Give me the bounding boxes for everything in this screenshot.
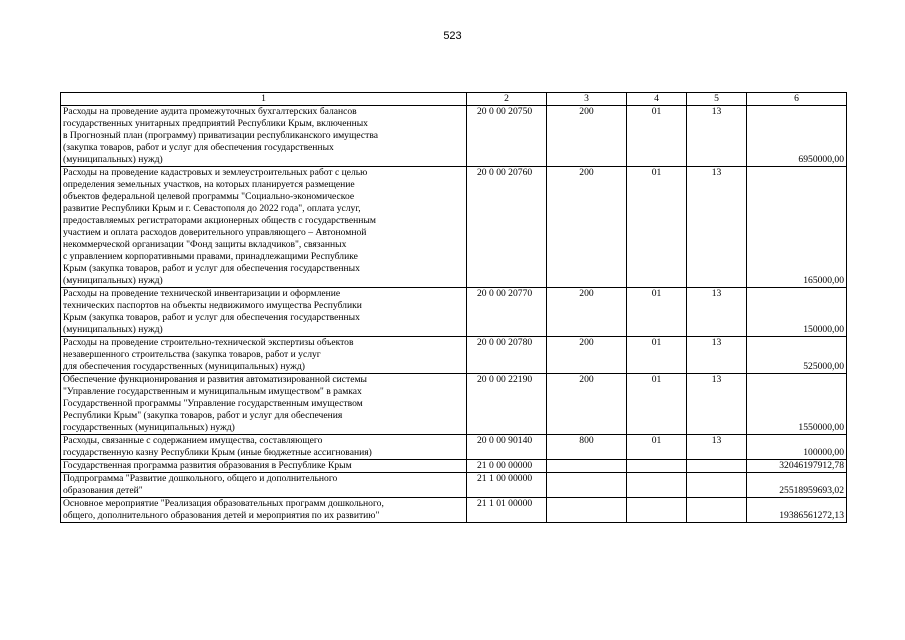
amount: 100000,00 [747, 435, 847, 460]
expense-type-code [547, 473, 627, 498]
description-line: развитие Республики Крым и г. Севастополя до 2022 года", оплата услуг, [63, 203, 361, 214]
description-line: Основное мероприятие "Реализация образовательных программ дошкольного, [63, 498, 384, 509]
description-line: в Прогнозный план (программу) приватизации республиканского имущества [63, 130, 378, 141]
table-row [61, 337, 847, 374]
expense-type-code: 200 [547, 374, 627, 435]
subsection-code [687, 460, 747, 473]
target-article-code: 20 0 00 20750 [467, 106, 547, 167]
description-line: Подпрограмма "Развитие дошкольного, общего и дополнительного [63, 473, 338, 484]
target-article-code: 20 0 00 20780 [467, 337, 547, 374]
amount: 19386561272,13 [747, 498, 847, 523]
description-line: (муниципальных) нужд) [63, 154, 163, 165]
table-row [61, 473, 847, 498]
description-line: технических паспортов на объекты недвижимого имущества Республики [63, 300, 362, 311]
description-line: государственных унитарных предприятий Республики Крым, включенных [63, 118, 368, 129]
expense-description [61, 288, 467, 337]
description-line: Крым (закупка товаров, работ и услуг для обеспечения государственных [63, 312, 360, 323]
description-line: Расходы на проведение технической инвентаризации и оформление [63, 288, 341, 299]
description-line: незавершенного строительства (закупка товаров, работ и услуг [63, 349, 321, 360]
budget-table [60, 92, 847, 523]
description-line: Расходы на проведение аудита промежуточных бухгалтерских балансов [63, 106, 357, 117]
subsection-code: 13 [687, 435, 747, 460]
expense-description [61, 106, 467, 167]
subsection-code: 13 [687, 288, 747, 337]
description-line: Государственная программа развития образования в Республике Крым [63, 460, 352, 471]
expense-type-code [547, 460, 627, 473]
description-line: Расходы на проведение кадастровых и землеустроительных работ с целью [63, 167, 368, 178]
subsection-code: 13 [687, 106, 747, 167]
section-code [627, 498, 687, 523]
header-cell: 2 [467, 93, 547, 106]
table-row [61, 106, 847, 167]
expense-description [61, 498, 467, 523]
header-cell: 4 [627, 93, 687, 106]
description-line: Расходы на проведение строительно-технической экспертизы объектов [63, 337, 354, 348]
description-line: Государственной программы "Управление государственным имуществом [63, 398, 363, 409]
description-line: государственных (муниципальных) нужд) [63, 422, 235, 433]
description-line: Расходы, связанные с содержанием имущества, составляющего [63, 435, 323, 446]
section-code: 01 [627, 167, 687, 288]
expense-type-code: 200 [547, 167, 627, 288]
section-code [627, 460, 687, 473]
table-row [61, 435, 847, 460]
expense-type-code: 200 [547, 288, 627, 337]
expense-type-code: 200 [547, 337, 627, 374]
description-line: для обеспечения государственных (муниципальных) нужд) [63, 361, 305, 372]
expense-description [61, 337, 467, 374]
target-article-code: 20 0 00 20770 [467, 288, 547, 337]
amount: 6950000,00 [747, 106, 847, 167]
expense-description [61, 374, 467, 435]
section-code: 01 [627, 374, 687, 435]
description-line: определения земельных участков, на которых планируется размещение [63, 179, 355, 190]
subsection-code [687, 498, 747, 523]
amount: 1550000,00 [747, 374, 847, 435]
description-line: участием и оплата расходов доверительного управляющего – Автономной [63, 227, 367, 238]
section-code: 01 [627, 435, 687, 460]
target-article-code: 20 0 00 90140 [467, 435, 547, 460]
expense-description [61, 473, 467, 498]
subsection-code: 13 [687, 374, 747, 435]
description-line: государственную казну Республики Крым (иные бюджетные ассигнования) [63, 447, 372, 458]
table-row [61, 167, 847, 288]
section-code: 01 [627, 106, 687, 167]
description-line: Обеспечение функционирования и развития автоматизированной системы [63, 374, 367, 385]
description-line: (муниципальных) нужд) [63, 275, 163, 286]
description-line: (закупка товаров, работ и услуг для обеспечения государственных [63, 142, 334, 153]
description-line: общего, дополнительного образования детей и мероприятия по их развитию" [63, 510, 380, 521]
expense-type-code: 800 [547, 435, 627, 460]
subsection-code [687, 473, 747, 498]
table-row [61, 288, 847, 337]
amount: 150000,00 [747, 288, 847, 337]
table-row [61, 498, 847, 523]
amount: 25518959693,02 [747, 473, 847, 498]
section-code [627, 473, 687, 498]
header-row [61, 93, 847, 106]
description-line: (муниципальных) нужд) [63, 324, 163, 335]
header-cell: 6 [747, 93, 847, 106]
description-line: предоставляемых регистраторами акционерных обществ с государственным [63, 215, 376, 226]
description-line: образования детей" [63, 485, 143, 496]
expense-description [61, 435, 467, 460]
table-row [61, 460, 847, 473]
subsection-code: 13 [687, 337, 747, 374]
target-article-code: 21 1 00 00000 [467, 473, 547, 498]
section-code: 01 [627, 337, 687, 374]
amount: 165000,00 [747, 167, 847, 288]
header-cell: 5 [687, 93, 747, 106]
table-row [61, 374, 847, 435]
amount: 32046197912,78 [747, 460, 847, 473]
target-article-code: 21 0 00 00000 [467, 460, 547, 473]
description-line: с управлением корпоративными правами, принадлежащими Республике [63, 251, 358, 262]
expense-type-code: 200 [547, 106, 627, 167]
description-line: Республики Крым" (закупка товаров, работ и услуг для обеспечения [63, 410, 343, 421]
header-cell: 3 [547, 93, 627, 106]
description-line: объектов федеральной целевой программы "Социально-экономическое [63, 191, 355, 202]
expense-description [61, 167, 467, 288]
amount: 525000,00 [747, 337, 847, 374]
header-cell: 1 [61, 93, 467, 106]
expense-description [61, 460, 467, 473]
expense-type-code [547, 498, 627, 523]
target-article-code: 21 1 01 00000 [467, 498, 547, 523]
target-article-code: 20 0 00 22190 [467, 374, 547, 435]
subsection-code: 13 [687, 167, 747, 288]
page-number: 523 [443, 30, 462, 42]
description-line: Крым (закупка товаров, работ и услуг для обеспечения государственных [63, 263, 360, 274]
section-code: 01 [627, 288, 687, 337]
description-line: "Управление государственным и муниципальным имуществом" в рамках [63, 386, 362, 397]
target-article-code: 20 0 00 20760 [467, 167, 547, 288]
description-line: некоммерческой организации "Фонд защиты вкладчиков", связанных [63, 239, 347, 250]
